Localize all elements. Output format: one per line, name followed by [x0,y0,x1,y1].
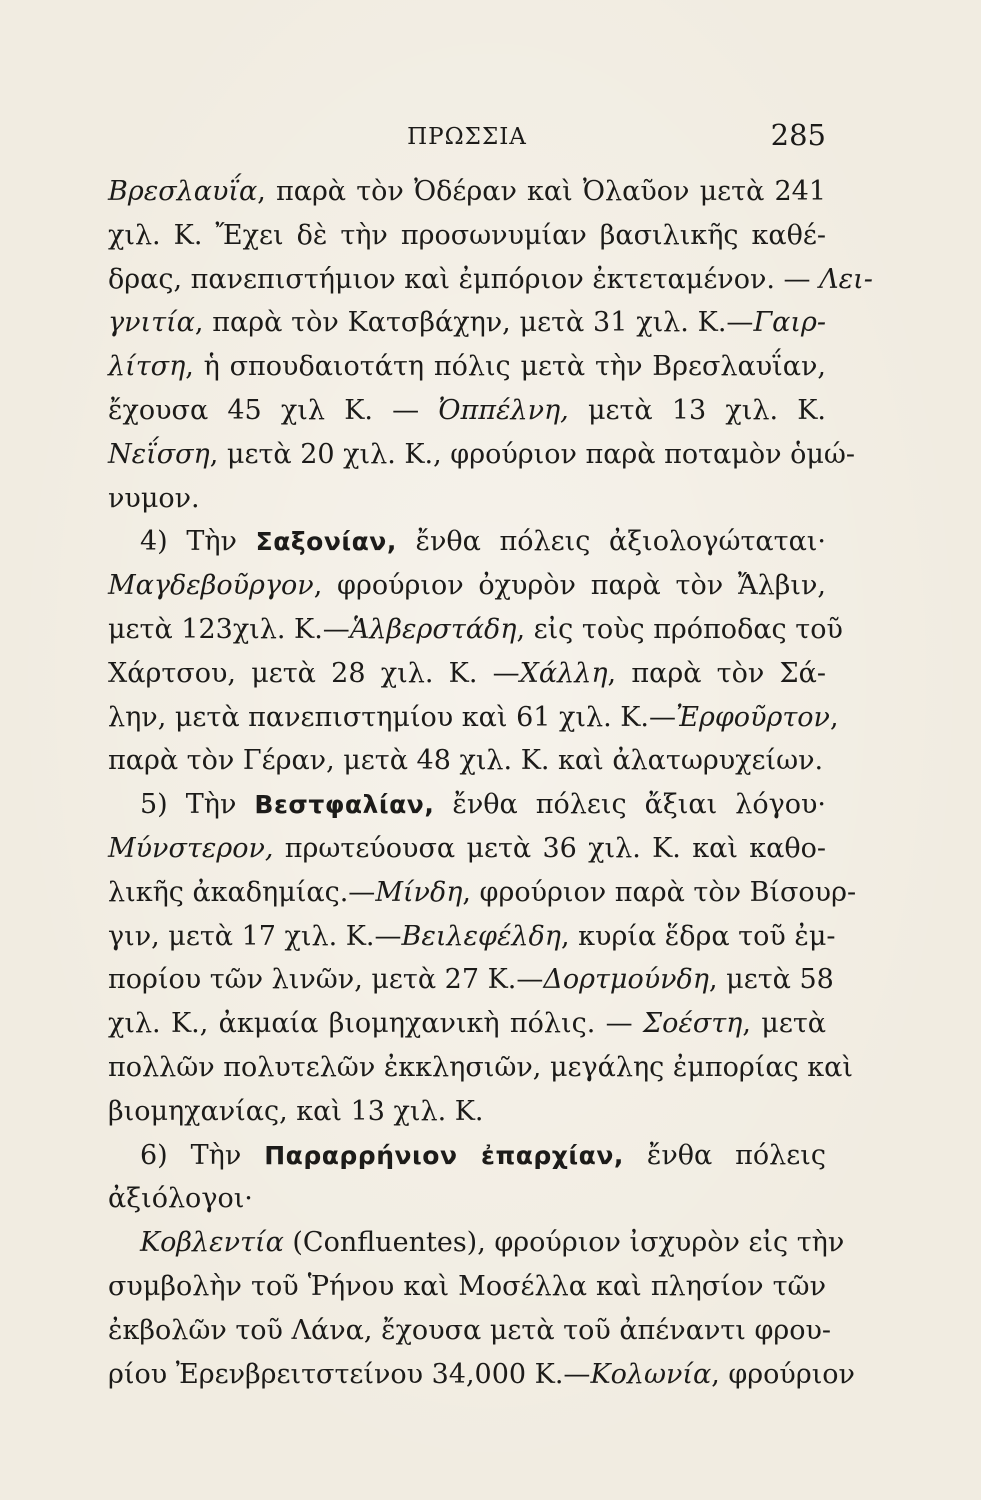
text-line [108,696,839,740]
text-segment: ἐκβολῶν τοῦ Λάνα, ἔχουσα μετὰ τοῦ ἀπέναντι φρου- [108,1314,832,1346]
text-segment: ἀξιόλογοι· [108,1183,253,1215]
text-segment: , παρὰ τὸν Κατσβάχην, μετὰ 31 χιλ. Κ.— [194,307,754,339]
text-segment: (Confluentes), φρούριον ἰσχυρὸν εἰς τὴν [283,1227,845,1259]
text-segment: πορίου τῶν λινῶν, μετὰ 27 Κ.— [108,964,544,996]
text-segment: , φρούριον ὀχυρὸν παρὰ τὸν Ἄλβιν, [313,570,826,602]
region-heading: Παραρρήνιον ἐπαρχίαν, [264,1140,624,1170]
text-line [108,915,836,959]
text-line [108,520,826,564]
text-segment: , [829,701,839,733]
text-segment: χιλ. Κ. Ἔχει δὲ τὴν προσωνυμίαν βασιλικῆς καθέ- [108,219,826,251]
place-name: Ἐρφοῦρτον [676,701,830,733]
text-segment: , εἰς τοὺς πρόποδας τοῦ [516,613,843,645]
text-line [108,739,826,783]
place-name: Μαγδεβοῦργον [108,570,314,602]
place-name: Νεΐσση [108,438,210,470]
text-line [108,170,826,214]
text-segment: ἔνθα πόλεις ἄξιαι λόγου· [434,789,826,821]
text-line [108,871,857,915]
text-line [108,1353,855,1397]
text-segment: , φρούριον [711,1358,855,1390]
page-number: 285 [770,118,826,152]
text-line [108,258,873,302]
region-heading: Σαξονίαν, [255,527,397,557]
text-segment: παρὰ τὸν Γέραν, μετὰ 48 χιλ. Κ. καὶ ἀλατωρυχείων. [108,745,824,777]
text-segment: ἔχουσα 45 χιλ Κ. — [108,394,439,426]
place-name: Βρεσλαυΐα [108,176,258,207]
text-line [108,564,826,608]
text-line [108,1309,832,1353]
place-name: Κοβλεντία [140,1227,284,1259]
text-segment: βιομηχανίας, καὶ 13 χιλ. Κ. [108,1095,484,1127]
place-name: Βειλεφέλδη [401,920,561,952]
text-line [108,214,826,258]
text-line [108,389,826,433]
text-segment: συμβολὴν τοῦ Ῥήνου καὶ Μοσέλλα καὶ πλησίον τῶν [108,1270,826,1302]
text-segment: , μετὰ 58 [709,964,834,996]
running-title: ΠΡΩΣΣΙΑ [407,124,527,150]
text-line [108,827,826,871]
text-line [108,652,826,696]
text-line [108,1090,826,1134]
text-segment: , φρούριον παρὰ τὸν Βίσουρ- [462,876,857,908]
text-segment: ἔνθα πόλεις ἀξιολογώταται· [396,526,826,558]
place-name: Ἁλβερστάδη [349,613,517,645]
text-segment: νυμον. [108,482,200,514]
text-segment: , κυρία ἕδρα τοῦ ἐμ- [560,920,836,952]
text-segment: πρωτεύουσα μετὰ 36 χιλ. Κ. καὶ καθο- [273,832,826,864]
text-line [108,301,826,345]
text-segment: γιν, μετὰ 17 χιλ. Κ.— [108,920,402,952]
text-line [108,608,843,652]
place-name: Δορτμούνδη [543,964,709,996]
text-line [108,1265,826,1309]
text-segment: 5) Τὴν [140,789,255,821]
place-name: Μύνστερον, [108,832,274,864]
region-heading: Βεστφαλίαν, [254,790,435,820]
text-segment: μετὰ 123χιλ. Κ.— [108,613,350,645]
place-name: Σοέστη [642,1008,743,1040]
text-segment: χιλ. Κ., ἀκμαία βιομηχανικὴ πόλις. — [108,1008,643,1040]
text-line [108,783,826,827]
text-line [108,1046,853,1090]
text-segment: , μετὰ 20 χιλ. Κ., φρούριον παρὰ ποταμὸν ὁμώ- [209,438,856,470]
body-text [108,170,873,1396]
text-segment: λικῆς ἀκαδημίας.— [108,876,376,908]
text-segment: λην, μετὰ πανεπιστημίου καὶ 61 χιλ. Κ.— [108,701,676,733]
place-name: γνιτία [108,307,195,339]
text-segment: μετὰ 13 χιλ. Κ. [568,394,826,426]
place-name: Γαιρ- [753,307,826,339]
place-name: Χάλλη [519,657,608,689]
running-head [108,118,826,158]
place-name: Κολωνία [590,1358,712,1390]
text-segment: , ἡ σπουδαιοτάτη πόλις μετὰ τὴν Βρεσλαυΐαν, [185,351,826,383]
text-line [108,1002,826,1046]
text-segment: δρας, πανεπιστήμιον καὶ ἐμπόριον ἐκτεταμένον. — [108,263,820,295]
text-line [108,345,826,389]
text-segment: 4) Τὴν [140,526,256,558]
text-line [108,1221,845,1265]
place-name: Μίνδη [375,876,463,908]
text-line [108,1177,826,1221]
text-line [108,958,834,1002]
text-segment: , παρὰ τὸν Σά- [607,657,826,689]
place-name: Ὀππέλνη, [438,394,569,426]
text-segment: Χάρτσου, μετὰ 28 χιλ. Κ. — [108,657,520,689]
place-name: Λει- [819,263,873,295]
text-line [108,1134,826,1178]
text-segment: ἔνθα πόλεις [623,1139,826,1171]
text-segment: , παρὰ τὸν Ὀδέραν καὶ Ὀλαῦον μετὰ 241 [257,176,826,207]
text-segment: ρίου Ἐρενβρειτστείνου 34,000 Κ.— [108,1358,591,1390]
text-line [108,433,856,477]
text-line [108,477,826,521]
place-name: λίτση [108,351,186,383]
text-segment: πολλῶν πολυτελῶν ἐκκλησιῶν, μεγάλης ἐμπορίας καὶ [108,1051,853,1083]
text-segment: , μετὰ [742,1008,827,1040]
text-segment: 6) Τὴν [140,1139,265,1171]
